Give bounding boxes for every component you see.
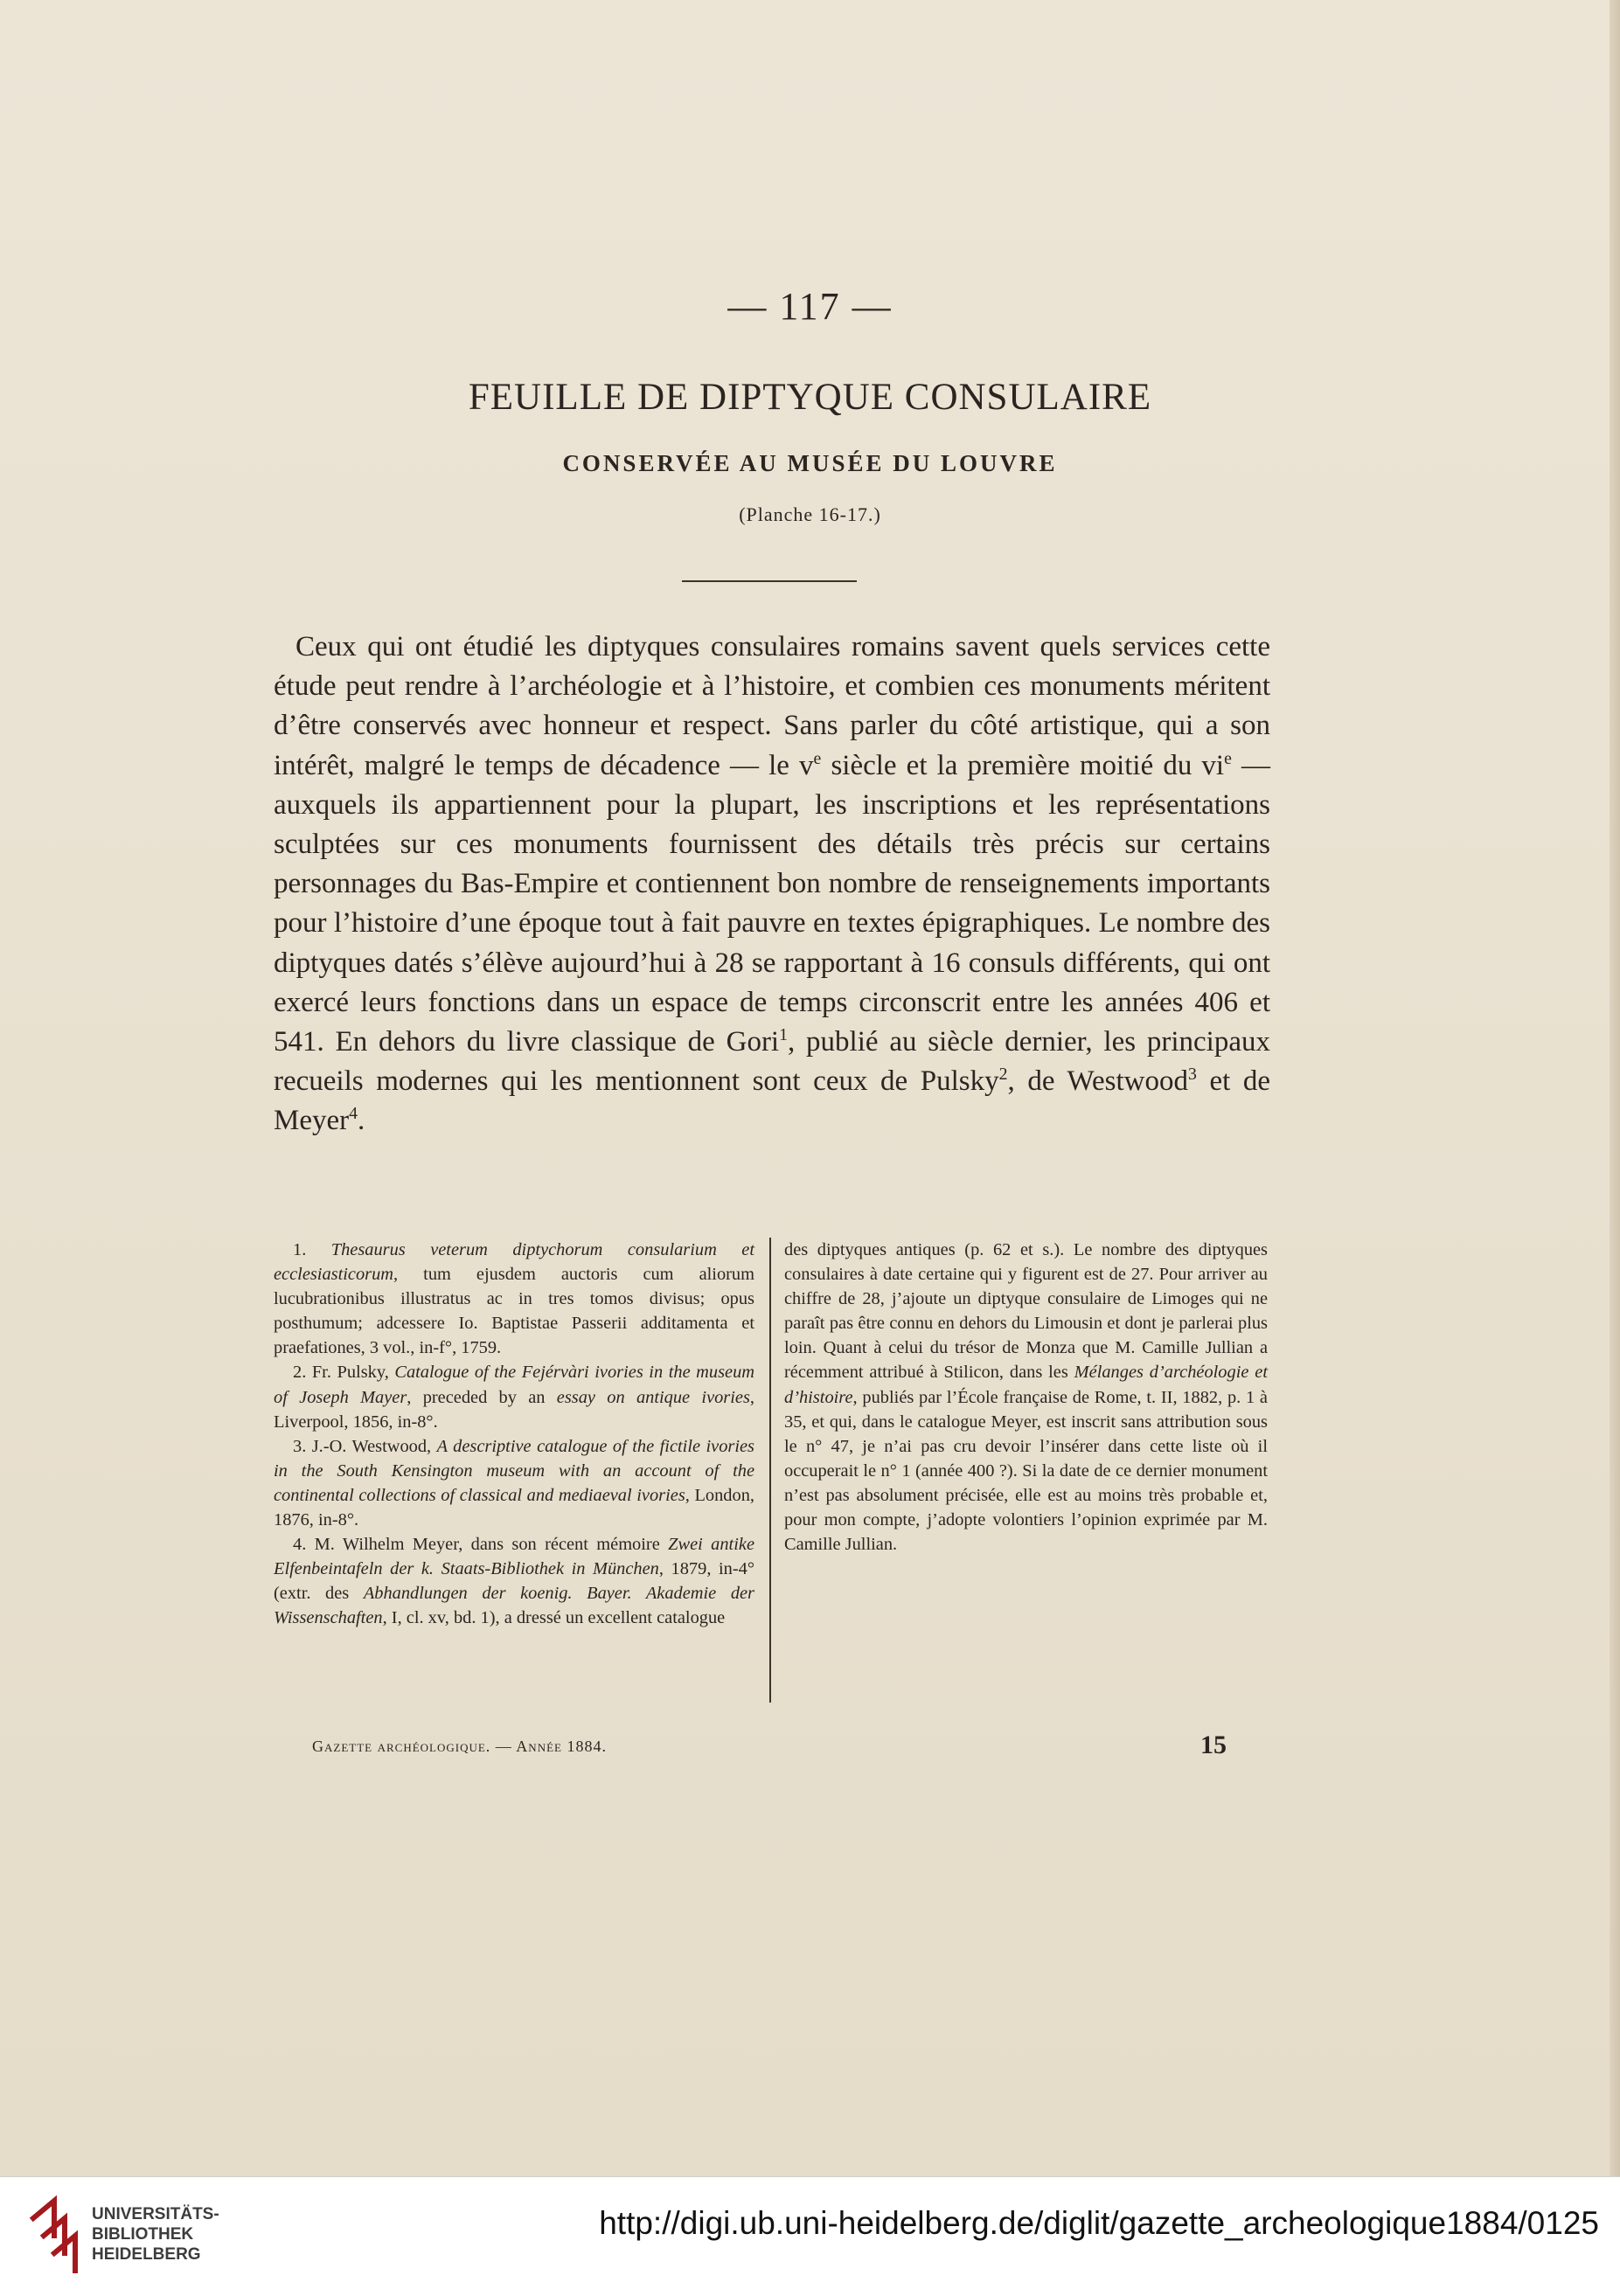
title-divider [682, 580, 857, 582]
footnotes-right-column [784, 1238, 1268, 1557]
page-number: — 117 — [727, 285, 893, 328]
footnote: des diptyques antiques (p. 62 et s.). Le nombre des diptyques consulaires à date certaine qui y figurent est de 27. Pour arriver au chiffre de 28, j’ajoute un diptyque consulaire de Limoges qui ne paraît pas être connu en dehors du Limousin et dont je parlerai plus loin. Quant à celui du trésor de Monza que M. Camille Jullian a récemment attribué à Stilicon, dans les Mélanges d’archéologie et d’histoire, publiés par l’École française de Rome, t. II, 1882, p. 1 à 35, et qui, dans le catalogue Meyer, est inscrit sans attribution sous le n° 47, je n’ai pas cru devoir l’insérer dans cette liste où il occuperait le n° 1 (année 400 ?). Si la date de ce dernier monument n’est pas absolument précisée, elle est au moins très probable et, pour mon compte, j’adopte volontiers l’opinion exprimée par M. Camille Jullian. [784, 1240, 1268, 1555]
body-text [274, 628, 1270, 1141]
body-paragraph: Ceux qui ont étudié les diptyques consulaires romains savent quels services cette étude peut rendre à l’archéologie et à l’histoire, et combien ces monuments méritent d’être conservés avec honneur et respect. Sans parler du côté artistique, qui a son intérêt, malgré le temps de décadence — le $v^e$ siècle et la première moitié du $vi^e$ — auxquels ils appartiennent pour la plupart, les inscriptions et les représentations sculptées sur ces monuments fournissent des détails très précis sur certains personnages du Bas-Empire et contiennent bon nombre de renseignements importants pour l’histoire d’une époque tout à fait pauvre en textes épigraphiques. Le nombre des diptyques datés s’élève aujourd’hui à 28 se rapportant à 16 consuls différents, qui ont exercé leurs fonctions dans un espace de temps circonscrit entre les années 406 et 541. En dehors du livre classique de Gori$^1$, publié au siècle dernier, les principaux recueils modernes qui les mentionnent sont ceux de Pulsky$^2$, de Westwood$^3$ et de Meyer$^4$. [274, 631, 1271, 1137]
library-name[interactable]: UNIVERSITÄTS- BIBLIOTHEK HEIDELBERG [92, 2205, 219, 2264]
footnotes-left-column [274, 1238, 754, 1631]
footnote-column-divider [769, 1238, 771, 1703]
footnote: 1. Thesaurus veterum diptychorum consularium et ecclesiasticorum, tum ejusdem auctoris cum aliorum lucubrationibus illustratus ac in tres tomos divisus; opus posthumum; adcessere Io. Baptistae Passerii additamenta et praefationes, 3 vol., in-f°, 1759. [274, 1240, 755, 1358]
university-library-logo-icon[interactable] [24, 2192, 94, 2279]
article-title: FEUILLE DE DIPTYQUE CONSULAIRE [468, 377, 1152, 418]
signature-mark: 15 [1200, 1731, 1227, 1759]
article-subtitle: CONSERVÉE AU MUSÉE DU LOUVRE [562, 450, 1058, 476]
permalink-url[interactable]: http://digi.ub.uni-heidelberg.de/diglit/gazette_archeologique1884/0125 [599, 2205, 1599, 2241]
journal-footer: Gazette archéologique. — Année 1884. [312, 1738, 607, 1755]
footnote: 2. Fr. Pulsky, Catalogue of the Fejérvàri ivories in the museum of Joseph Mayer, preceded by an essay on antique ivories, Liverpool, 1856, in-8°. [274, 1363, 755, 1432]
plate-reference: (Planche 16-17.) [739, 503, 881, 525]
footnote: 4. M. Wilhelm Meyer, dans son récent mémoire Zwei antike Elfenbeintafeln der k. Staats-Bibliothek in München, 1879, in-4° (extr. des Abhandlungen der koenig. Bayer. Akademie der Wissenschaften, I, cl. xv, bd. 1), a dressé un excellent catalogue [274, 1535, 754, 1628]
footnote: 3. J.-O. Westwood, A descriptive catalogue of the fictile ivories in the South Kensington museum with an account of the continental collections of classical and mediaeval ivories, London, 1876, in-8°. [274, 1436, 754, 1530]
